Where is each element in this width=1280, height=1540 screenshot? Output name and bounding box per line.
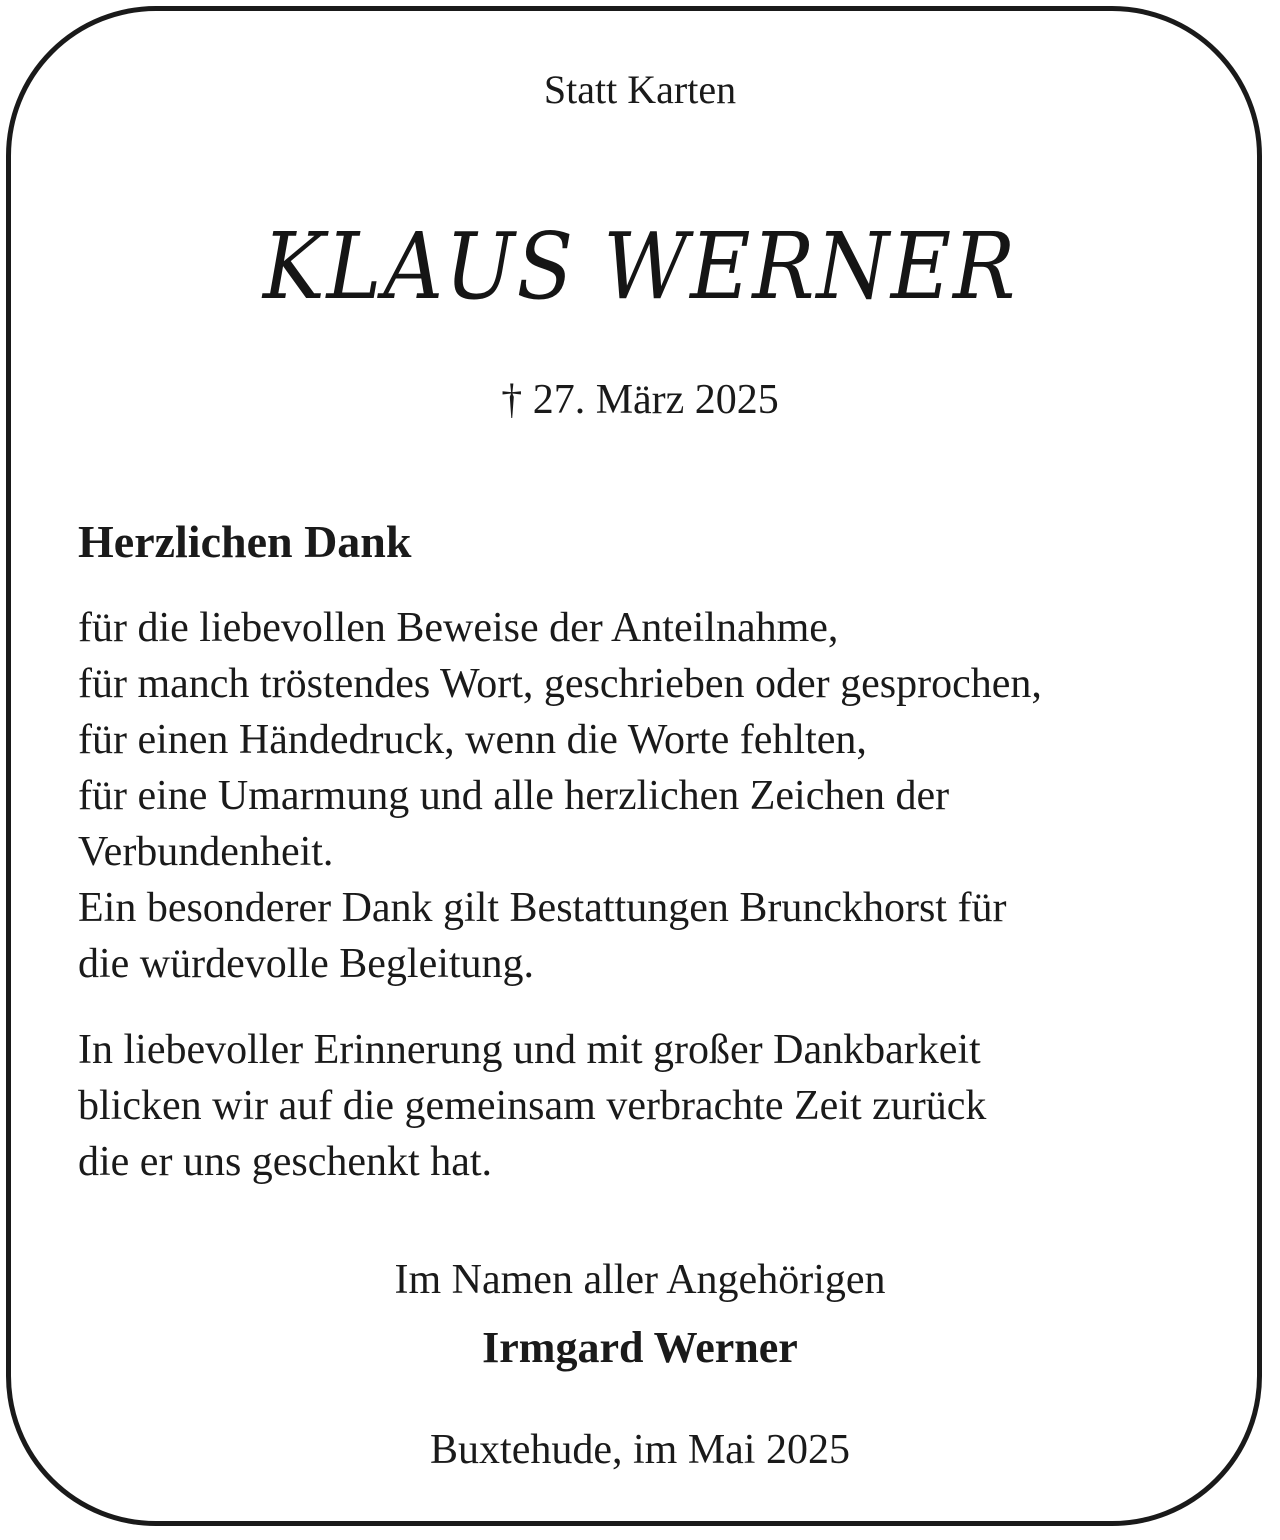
remembrance-paragraph (78, 1022, 1218, 1190)
paragraph-line: die er uns geschenkt hat. (78, 1139, 493, 1185)
paragraph-line: für einen Händedruck, wenn die Worte fehlten, (78, 717, 867, 763)
place-and-date: Buxtehude, im Mai 2025 (430, 1427, 850, 1473)
thanks-paragraph (78, 600, 1218, 992)
paragraph-line: blicken wir auf die gemeinsam verbrachte Zeit zurück (78, 1083, 987, 1129)
paragraph-line: für manch tröstendes Wort, geschrieben oder gesprochen, (78, 661, 1042, 707)
paragraph-line: für eine Umarmung und alle herzlichen Zeichen der (78, 773, 950, 819)
notice-header: Statt Karten (543, 67, 737, 112)
signer-name: Irmgard Werner (482, 1323, 798, 1372)
paragraph-line: für die liebevollen Beweise der Anteilnahme, (78, 605, 839, 651)
signoff-line: Im Namen aller Angehörigen (394, 1257, 886, 1303)
paragraph-line: die würdevolle Begleitung. (78, 941, 535, 987)
paragraph-line: Verbundenheit. (78, 829, 334, 875)
paragraph-line: Ein besonderer Dank gilt Bestattungen Brunckhorst für (78, 885, 1007, 931)
paragraph-line: In liebevoller Erinnerung und mit großer Dankbarkeit (78, 1027, 981, 1073)
deceased-name: KLAUS WERNER (262, 213, 1018, 320)
death-date: † 27. März 2025 (501, 377, 779, 423)
thanks-heading: Herzlichen Dank (78, 516, 412, 567)
